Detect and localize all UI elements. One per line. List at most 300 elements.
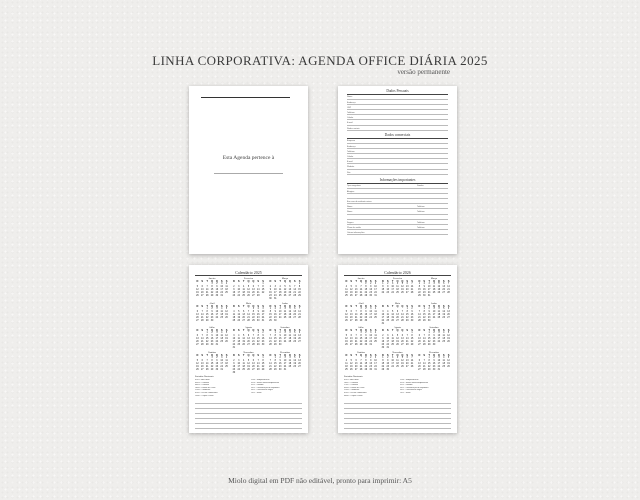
- weekday-label: Q: [364, 329, 367, 332]
- day-number: 9: [433, 359, 435, 362]
- month-block: [344, 302, 378, 323]
- day-number: 15: [252, 313, 255, 316]
- day-number: 30: [381, 347, 385, 350]
- day-number: 22: [381, 292, 385, 295]
- day-number: 7: [269, 335, 272, 338]
- day-number: 31: [220, 295, 223, 298]
- day-number: 1: [262, 283, 264, 286]
- day-number: 11: [220, 310, 223, 313]
- day-number: 2: [387, 356, 389, 359]
- day-number: 1: [269, 307, 272, 310]
- day-number: 9: [279, 335, 281, 338]
- holiday-item: 03/03 - Carnaval: [195, 381, 209, 384]
- day-number: 16: [364, 313, 368, 316]
- day-grid: [344, 332, 378, 347]
- day-number: 24: [278, 316, 282, 319]
- day-number: 29: [359, 319, 363, 322]
- day-number: 28: [205, 295, 209, 298]
- day-number: 3: [370, 307, 372, 310]
- weekday-label: S: [423, 304, 426, 308]
- day-number: 29: [381, 368, 385, 371]
- month-block: [268, 351, 302, 372]
- day-number: 4: [443, 332, 445, 335]
- day-number: 4: [284, 307, 286, 310]
- day-number: 19: [447, 362, 450, 365]
- day-number: 22: [364, 365, 368, 368]
- day-number: 31: [374, 295, 377, 298]
- day-number: 15: [269, 313, 272, 316]
- day-number: 10: [437, 335, 441, 338]
- day-number: 16: [261, 338, 265, 341]
- day-number: 10: [232, 338, 236, 341]
- day-number: 28: [359, 295, 363, 298]
- holiday-item: 25/12 - Natal: [250, 391, 262, 394]
- calendar-2025-page-preview: [189, 265, 308, 433]
- day-number: 4: [374, 332, 377, 335]
- day-grid: [268, 283, 302, 301]
- day-number: 8: [252, 310, 254, 313]
- day-number: 30: [273, 319, 277, 322]
- day-number: 12: [442, 310, 445, 313]
- field-label: Empresa: [347, 140, 356, 143]
- footer-note: Miolo digital em PDF não editável, pronto para imprimir: A5: [228, 476, 412, 485]
- day-number: 21: [269, 341, 272, 344]
- weekday-label: Q: [359, 329, 362, 332]
- day-number: 26: [345, 319, 348, 322]
- field-label: Telefone: [417, 221, 425, 224]
- day-number: 8: [269, 310, 272, 313]
- day-number: 6: [298, 356, 301, 359]
- day-number: 21: [269, 365, 272, 368]
- weekday-label: Q: [283, 304, 286, 308]
- day-number: 22: [405, 316, 409, 319]
- month-block: [381, 326, 415, 350]
- day-number: 30: [210, 319, 214, 322]
- weekday-label: S: [369, 353, 372, 357]
- day-number: 17: [220, 289, 223, 292]
- day-number: 27: [200, 368, 204, 371]
- day-number: 9: [274, 310, 276, 313]
- day-number: 21: [410, 362, 414, 365]
- day-number: 5: [289, 307, 291, 310]
- day-number: 22: [427, 365, 431, 368]
- day-number: 25: [220, 316, 223, 319]
- day-number: 11: [242, 362, 245, 365]
- day-number: 17: [427, 289, 431, 292]
- note-line: [344, 424, 451, 429]
- weekday-label: T: [279, 280, 281, 283]
- day-number: 3: [428, 283, 430, 286]
- weekday-label: S: [411, 304, 413, 308]
- day-number: 5: [401, 356, 403, 359]
- day-number: 2: [382, 335, 384, 338]
- day-number: 7: [206, 286, 208, 289]
- day-number: 31: [273, 298, 277, 301]
- day-number: 10: [237, 289, 241, 292]
- day-number: 26: [283, 295, 287, 298]
- day-number: 28: [422, 344, 426, 347]
- day-number: 27: [405, 292, 409, 295]
- day-number: 17: [261, 313, 265, 316]
- day-number: 29: [273, 344, 277, 347]
- day-number: 15: [210, 362, 214, 365]
- day-number: 6: [447, 307, 450, 310]
- owner-signature-line: [214, 173, 283, 174]
- day-number: 8: [274, 359, 276, 362]
- day-number: 15: [364, 362, 368, 365]
- holidays-title: Feriados Nacionais: [344, 376, 363, 378]
- weekday-label: S: [201, 329, 204, 332]
- weekday-label: S: [225, 353, 228, 357]
- weekday-label: S: [298, 280, 301, 283]
- weekday-label: S: [423, 329, 426, 332]
- day-number: 10: [391, 286, 394, 289]
- day-number: 22: [427, 341, 431, 344]
- day-number: 29: [269, 319, 272, 322]
- day-number: 12: [237, 313, 241, 316]
- weekday-label: D: [196, 329, 199, 332]
- day-number: 20: [405, 289, 409, 292]
- day-number: 23: [269, 295, 272, 298]
- day-number: 19: [237, 316, 241, 319]
- day-number: 2: [370, 283, 372, 286]
- day-number: 18: [432, 289, 436, 292]
- day-number: 11: [345, 362, 348, 365]
- weekday-label: T: [355, 280, 357, 283]
- day-number: 8: [360, 310, 362, 313]
- month-name: Maio: [245, 301, 252, 305]
- day-number: 8: [382, 359, 384, 362]
- day-number: 14: [447, 286, 450, 289]
- day-number: 15: [381, 362, 385, 365]
- day-number: 22: [210, 292, 214, 295]
- day-number: 30: [364, 319, 368, 322]
- day-number: 5: [242, 335, 245, 338]
- month-name: Outubro: [357, 350, 365, 354]
- day-number: 3: [233, 335, 235, 338]
- weekday-label: Q: [283, 353, 286, 357]
- day-number: 7: [201, 335, 203, 338]
- day-number: 8: [428, 359, 430, 362]
- day-number: 17: [278, 313, 282, 316]
- month-block: [417, 277, 451, 298]
- day-number: 26: [442, 316, 445, 319]
- weekday-label: T: [206, 280, 208, 283]
- day-number: 9: [269, 289, 272, 292]
- day-number: 20: [442, 289, 445, 292]
- day-number: 16: [410, 313, 414, 316]
- weekday-label: D: [418, 304, 421, 308]
- form-rows: [347, 95, 448, 131]
- month-block: [268, 326, 302, 347]
- weekday-label: Q: [396, 280, 399, 283]
- day-number: 23: [273, 316, 277, 319]
- weekday-label: Q: [359, 280, 362, 283]
- day-number: 13: [396, 313, 399, 316]
- day-number: 4: [443, 356, 445, 359]
- weekday-label: S: [411, 280, 413, 283]
- day-number: 7: [355, 310, 357, 313]
- field-label: Telefone: [347, 150, 355, 153]
- day-number: 4: [438, 307, 440, 310]
- field-label: E-mail: [347, 122, 353, 125]
- day-number: 3: [438, 356, 440, 359]
- weekday-label: S: [220, 353, 223, 357]
- day-number: 28: [252, 344, 255, 347]
- field-label: Endereço: [347, 145, 356, 148]
- day-number: 18: [283, 313, 287, 316]
- day-number: 30: [432, 368, 436, 371]
- day-number: 8: [411, 335, 413, 338]
- day-number: 16: [232, 365, 236, 368]
- day-number: 23: [386, 365, 390, 368]
- day-number: 24: [391, 365, 394, 368]
- day-number: 2: [370, 356, 372, 359]
- weekday-label: S: [274, 353, 277, 357]
- day-number: 30: [256, 319, 260, 322]
- weekday-label: Q: [437, 304, 440, 308]
- day-number: 14: [200, 338, 204, 341]
- day-number: 3: [387, 335, 389, 338]
- day-number: 2: [233, 359, 235, 362]
- day-number: 30: [210, 344, 214, 347]
- day-number: 12: [391, 313, 394, 316]
- day-number: 2: [279, 332, 281, 335]
- weekday-label: S: [406, 353, 409, 357]
- field-label: Alergias: [347, 190, 355, 193]
- day-number: 18: [288, 338, 292, 341]
- day-number: 22: [422, 316, 426, 319]
- day-number: 22: [359, 341, 363, 344]
- day-number: 15: [418, 289, 421, 292]
- day-number: 21: [359, 292, 363, 295]
- day-grid: [268, 308, 302, 323]
- day-number: 3: [374, 356, 377, 359]
- day-number: 10: [432, 310, 436, 313]
- day-number: 15: [210, 289, 214, 292]
- day-number: 21: [405, 341, 409, 344]
- day-number: 22: [205, 341, 209, 344]
- day-number: 12: [242, 338, 245, 341]
- day-number: 12: [447, 335, 450, 338]
- weekday-label: S: [350, 353, 353, 357]
- holiday-item: 01/05 - Dia do Trabalhador: [344, 391, 367, 394]
- weekday-label: S: [406, 280, 409, 283]
- day-number: 20: [293, 313, 296, 316]
- day-number: 13: [442, 286, 445, 289]
- holiday-item: 21/04 - Tiradentes: [344, 389, 360, 392]
- day-number: 7: [298, 307, 301, 310]
- weekday-label: S: [406, 304, 409, 308]
- day-number: 9: [233, 289, 235, 292]
- day-number: 9: [257, 310, 259, 313]
- day-number: 26: [225, 341, 228, 344]
- day-number: 3: [438, 332, 440, 335]
- day-number: 14: [422, 362, 426, 365]
- day-number: 20: [196, 341, 199, 344]
- day-number: 9: [411, 310, 413, 313]
- day-number: 5: [196, 359, 199, 362]
- month-block: [232, 326, 266, 350]
- day-number: 7: [294, 286, 296, 289]
- day-number: 25: [396, 292, 399, 295]
- day-number: 17: [283, 338, 287, 341]
- day-number: 10: [283, 335, 287, 338]
- day-number: 23: [369, 365, 372, 368]
- day-number: 9: [216, 286, 218, 289]
- day-number: 28: [410, 365, 414, 368]
- weekday-label: S: [442, 353, 445, 357]
- day-number: 11: [237, 338, 240, 341]
- day-number: 7: [423, 359, 425, 362]
- day-number: 29: [427, 368, 431, 371]
- day-number: 24: [374, 292, 377, 295]
- day-number: 27: [242, 319, 245, 322]
- day-number: 6: [289, 286, 291, 289]
- day-number: 5: [345, 310, 348, 313]
- day-number: 1: [428, 356, 430, 359]
- day-number: 15: [298, 289, 301, 292]
- day-number: 31: [381, 322, 385, 325]
- weekday-label: S: [201, 280, 204, 283]
- day-number: 9: [233, 362, 235, 365]
- weekday-label: S: [237, 353, 240, 357]
- day-number: 4: [345, 286, 348, 289]
- day-number: 16: [364, 338, 368, 341]
- day-grid: [232, 357, 266, 375]
- day-number: 7: [360, 286, 362, 289]
- weekday-label: T: [355, 329, 357, 332]
- weekday-label: T: [391, 329, 394, 332]
- day-number: 13: [349, 313, 353, 316]
- day-number: 31: [261, 319, 265, 322]
- day-number: 24: [215, 316, 219, 319]
- weekday-label: Q: [396, 329, 399, 332]
- day-number: 10: [381, 313, 385, 316]
- day-number: 24: [391, 292, 394, 295]
- day-number: 9: [211, 310, 213, 313]
- day-number: 1: [211, 356, 213, 359]
- day-number: 10: [273, 289, 277, 292]
- day-number: 19: [396, 341, 399, 344]
- day-number: 25: [345, 295, 348, 298]
- holiday-item: 03/04 - Paixão de Cristo: [344, 386, 365, 389]
- day-number: 2: [262, 332, 264, 335]
- weekday-label: S: [442, 329, 445, 332]
- day-number: 23: [410, 316, 414, 319]
- weekday-label: T: [428, 329, 430, 332]
- field-label: Nome: [347, 211, 353, 214]
- day-number: 11: [288, 359, 292, 362]
- day-number: 10: [427, 286, 431, 289]
- day-number: 19: [247, 292, 250, 295]
- day-number: 9: [262, 335, 264, 338]
- month-block: [417, 351, 451, 372]
- weekday-label: Q: [359, 353, 362, 357]
- day-number: 2: [433, 332, 435, 335]
- month-block: [417, 302, 451, 323]
- note-lines: [344, 399, 451, 429]
- day-number: 7: [206, 359, 208, 362]
- day-number: 19: [196, 292, 199, 295]
- day-number: 20: [200, 292, 204, 295]
- weekday-label: S: [298, 329, 301, 332]
- day-number: 9: [433, 335, 435, 338]
- day-number: 12: [293, 359, 296, 362]
- day-number: 9: [365, 310, 367, 313]
- day-number: 3: [221, 283, 223, 286]
- day-number: 17: [237, 365, 241, 368]
- day-number: 4: [396, 356, 399, 359]
- day-number: 24: [374, 365, 377, 368]
- day-number: 22: [298, 292, 301, 295]
- weekday-label: Q: [401, 280, 404, 283]
- day-number: 14: [269, 338, 272, 341]
- day-number: 19: [442, 313, 445, 316]
- day-number: 14: [247, 313, 250, 316]
- day-number: 18: [374, 313, 377, 316]
- day-number: 4: [433, 283, 435, 286]
- month-name: Novembro: [243, 350, 254, 354]
- weekday-label: T: [391, 353, 394, 357]
- day-number: 29: [427, 344, 431, 347]
- day-number: 6: [294, 307, 296, 310]
- weekday-label: S: [225, 329, 228, 332]
- weekday-label: S: [237, 304, 240, 308]
- weekday-label: S: [374, 329, 377, 332]
- day-number: 8: [262, 286, 264, 289]
- day-number: 10: [391, 359, 394, 362]
- weekday-label: Q: [432, 329, 435, 332]
- day-number: 4: [289, 332, 291, 335]
- weekday-label: S: [447, 353, 450, 357]
- day-number: 24: [432, 316, 436, 319]
- day-number: 25: [225, 292, 228, 295]
- day-number: 18: [225, 362, 228, 365]
- day-number: 12: [345, 338, 348, 341]
- day-number: 15: [273, 362, 277, 365]
- weekday-label: S: [237, 329, 240, 332]
- day-number: 25: [432, 292, 436, 295]
- day-number: 6: [242, 310, 245, 313]
- day-number: 13: [418, 362, 421, 365]
- day-number: 13: [298, 335, 301, 338]
- day-number: 8: [211, 359, 213, 362]
- day-number: 14: [359, 362, 363, 365]
- weekday-label: Q: [215, 280, 218, 283]
- day-number: 29: [210, 368, 214, 371]
- day-number: 9: [365, 335, 367, 338]
- day-number: 18: [220, 313, 223, 316]
- month-block: [381, 302, 415, 326]
- day-number: 10: [261, 310, 265, 313]
- day-number: 4: [279, 286, 281, 289]
- day-number: 15: [205, 338, 209, 341]
- field-label: Nome: [347, 206, 353, 209]
- day-number: 30: [422, 295, 426, 298]
- day-grid: [417, 308, 451, 323]
- holiday-item: 02/11 - Finados: [250, 384, 264, 387]
- day-number: 8: [298, 286, 301, 289]
- weekday-label: T: [391, 304, 394, 308]
- day-number: 11: [442, 335, 445, 338]
- weekday-label: D: [381, 353, 384, 357]
- weekday-label: D: [418, 280, 421, 283]
- day-number: 29: [252, 319, 255, 322]
- day-number: 24: [215, 341, 219, 344]
- day-number: 2: [257, 307, 259, 310]
- day-number: 22: [273, 365, 277, 368]
